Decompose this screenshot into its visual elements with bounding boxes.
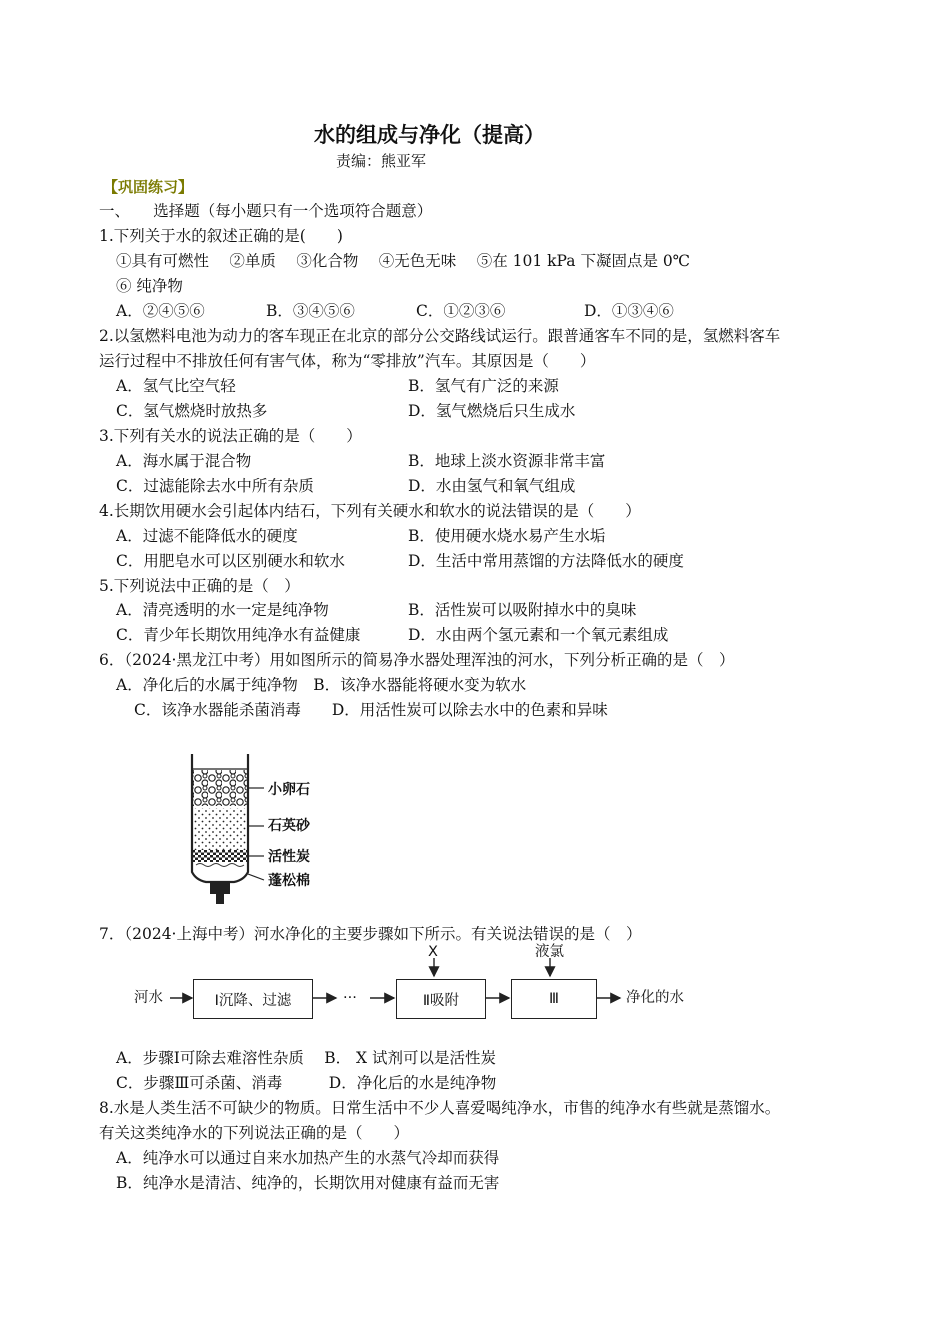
- q4-stem: 4.长期饮用硬水会引起体内结石，下列有关硬水和软水的说法错误的是（ ）: [99, 502, 641, 520]
- q8-option-a: A．纯净水可以通过自来水加热产生的水蒸气冷却而获得: [116, 1149, 500, 1167]
- quartz-sand-layer: [193, 808, 247, 850]
- figure-label-activated-carbon: 活性炭: [268, 849, 310, 865]
- flow-step1-label: Ⅰ沉降、过滤: [214, 992, 292, 1009]
- flow-step3-box: [511, 979, 597, 1019]
- q5-option-a: A．清亮透明的水一定是纯净物: [116, 601, 329, 619]
- q4-option-b: B．使用硬水烧水易产生水垢: [408, 527, 606, 545]
- q8-option-b: B．纯净水是清洁、纯净的，长期饮用对健康有益而无害: [116, 1174, 500, 1192]
- q4-option-a: A．过滤不能降低水的硬度: [116, 527, 298, 545]
- q4-option-d: D．生活中常用蒸馏的方法降低水的硬度: [408, 552, 684, 570]
- q2-option-d: D．氢气燃烧后只生成水: [408, 402, 576, 420]
- flow-ellipsis: ···: [343, 990, 357, 1006]
- outlet-nozzle: [210, 882, 230, 894]
- q7-stem: 7．（2024·上海中考）河水净化的主要步骤如下所示。有关说法错误的是（ ）: [99, 925, 642, 943]
- q2-option-b: B．氢气有广泛的来源: [408, 377, 559, 395]
- part-heading: 一、 选择题（每小题只有一个选项符合题意）: [99, 202, 433, 220]
- figure-label-cotton: 蓬松棉: [268, 873, 310, 889]
- q1-option-c: C．①②③⑥: [416, 302, 506, 320]
- q5-option-c: C．青少年长期饮用纯净水有益健康: [116, 626, 361, 644]
- flow-step3-label: Ⅲ: [549, 991, 559, 1007]
- flow-end-purified-water: 净化的水: [626, 990, 684, 1006]
- q1-statement-line2: ⑥ 纯净物: [116, 277, 183, 295]
- q1-statement-line1: ①具有可燃性 ②单质 ③化合物 ④无色无味 ⑤在 101 kPa 下凝固点是 0℃: [116, 252, 691, 270]
- q6-options-ab: A．净化后的水属于纯净物 B．该净水器能将硬水变为软水: [116, 676, 527, 694]
- q2-stem-line2: 运行过程中不排放任何有害气体，称为“零排放”汽车。其原因是（ ）: [99, 352, 596, 370]
- activated-carbon-layer: [193, 850, 247, 862]
- q6-options-cd: C．该净水器能杀菌消毒 D．用活性炭可以除去水中的色素和异味: [134, 701, 608, 719]
- q6-stem: 6．（2024·黑龙江中考）用如图所示的简易净水器处理浑浊的河水，下列分析正确的是（ ）: [99, 651, 735, 669]
- q5-stem: 5.下列说法中正确的是（ ）: [99, 577, 300, 595]
- q5-option-d: D．水由两个氢元素和一个氧元素组成: [408, 626, 669, 644]
- flow-start-river-water: 河水: [134, 990, 163, 1006]
- figure-label-pebbles: 小卵石: [268, 782, 310, 798]
- flow-step2-label: Ⅱ吸附: [422, 992, 460, 1009]
- editor-line: 责编：熊亚军: [336, 152, 427, 170]
- flow-step1-box: [193, 979, 313, 1019]
- q7-options-cd: C．步骤Ⅲ可杀菌、消毒 D．净化后的水是纯净物: [116, 1074, 497, 1092]
- page-title: 水的组成与净化（提高）: [314, 123, 545, 147]
- flow-reagent-liquid-chlorine: 液氯: [535, 944, 564, 960]
- q8-stem-line2: 有关这类纯净水的下列说法正确的是（ ）: [99, 1124, 410, 1142]
- q8-stem-line1: 8.水是人类生活不可缺少的物质。日常生活中不少人喜爱喝纯净水，市售的纯净水有些就是蒸馏水。: [99, 1099, 781, 1117]
- pebble-layer: [193, 770, 247, 806]
- flow-reagent-x: X: [428, 944, 438, 960]
- q2-option-a: A．氢气比空气轻: [116, 377, 236, 395]
- q1-option-a: A．②④⑤⑥: [116, 302, 205, 320]
- q7-options-ab: A．步骤Ⅰ可除去难溶性杂质 B． X 试剂可以是活性炭: [116, 1049, 497, 1067]
- figure-label-quartz-sand: 石英砂: [268, 818, 310, 834]
- q3-option-a: A．海水属于混合物: [116, 452, 252, 470]
- q2-stem-line1: 2.以氢燃料电池为动力的客车现正在北京的部分公交路线试运行。跟普通客车不同的是，氢燃料客车: [99, 327, 781, 345]
- q1-option-d: D．①③④⑥: [584, 302, 674, 320]
- q5-option-b: B．活性炭可以吸附掉水中的臭味: [408, 601, 637, 619]
- q3-option-c: C．过滤能除去水中所有杂质: [116, 477, 314, 495]
- q1-stem: 1.下列关于水的叙述正确的是( ): [99, 227, 343, 245]
- q4-option-c: C．用肥皂水可以区别硬水和软水: [116, 552, 345, 570]
- section-heading: 【巩固练习】: [103, 178, 194, 196]
- q2-option-c: C．氢气燃烧时放热多: [116, 402, 268, 420]
- q3-option-b: B．地球上淡水资源非常丰富: [408, 452, 606, 470]
- q3-option-d: D．水由氢气和氧气组成: [408, 477, 576, 495]
- q3-stem: 3.下列有关水的说法正确的是（ ）: [99, 427, 362, 445]
- flow-step2-box: [396, 979, 486, 1019]
- q1-option-b: B．③④⑤⑥: [266, 302, 355, 320]
